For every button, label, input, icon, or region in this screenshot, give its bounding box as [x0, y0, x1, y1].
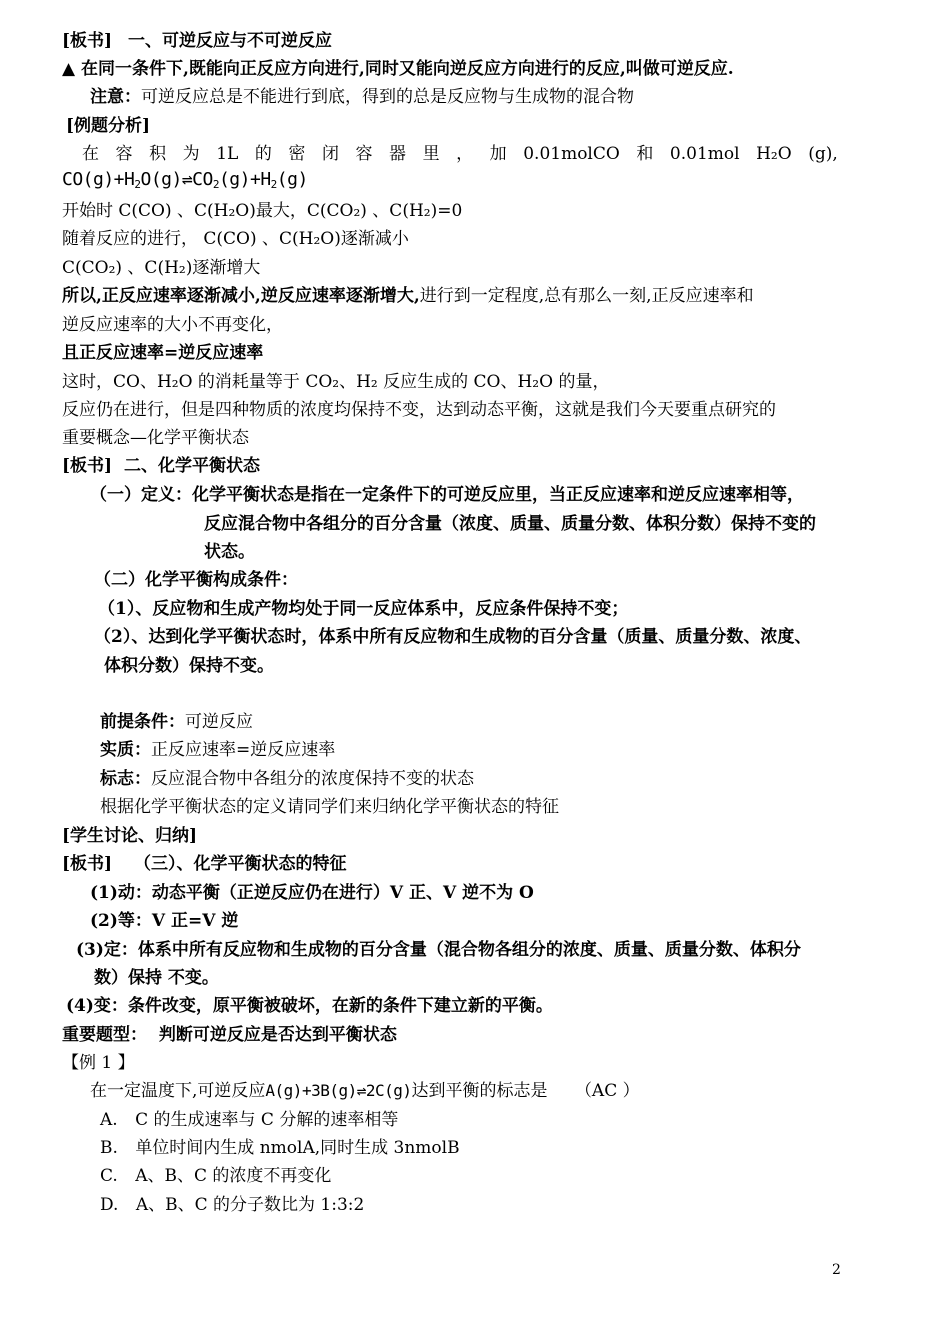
text-line: 重要概念—化学平衡状态	[62, 428, 249, 448]
essence-text: 正反应速率=逆反应速率	[151, 740, 336, 760]
option-letter: A.	[100, 1110, 118, 1130]
example-1-stem	[90, 1077, 640, 1105]
conclusion-line	[62, 282, 754, 310]
feature-3: (3)定：体系中所有反应物和生成物的百分含量（混合物各组分的浓度、质量、质量分数、体积分	[76, 940, 801, 960]
text-line: 随着反应的进行， C(CO) 、C(H₂O)逐渐减小	[62, 229, 409, 249]
eq-part: (g)	[276, 169, 308, 190]
option-letter: C.	[100, 1166, 118, 1186]
important-text: 判断可逆反应是否达到平衡状态	[158, 1025, 397, 1045]
word: 容	[355, 144, 373, 164]
text-line: 反应仍在进行，但是四种物质的浓度均保持不变，达到动态平衡，这就是我们今天要重点研究的	[62, 400, 776, 420]
board-tag: [板书]	[62, 456, 113, 476]
definition-line-3: 状态。	[204, 542, 255, 562]
word: 里	[422, 144, 440, 164]
discussion-heading: [学生讨论、归纳]	[62, 826, 198, 846]
essence-line	[100, 736, 335, 764]
text: 进行到一定程度,总有那么一刻,正反应速率和	[419, 286, 754, 306]
sign-line	[100, 765, 474, 793]
text-line: C(CO₂) 、C(H₂)逐渐增大	[62, 258, 261, 278]
note-line	[90, 83, 634, 111]
text-line: 逆反应速率的大小不再变化，	[62, 315, 283, 335]
word: 和	[636, 144, 654, 164]
word: 的	[254, 144, 272, 164]
eq-part: O(g)⇌CO	[140, 169, 213, 190]
section-title: 二、化学平衡状态	[124, 456, 261, 476]
stem-text: 达到平衡的标志是	[411, 1081, 548, 1101]
eq-part: CO(g)+H	[62, 169, 135, 190]
board-heading-2	[62, 452, 260, 480]
text-line: 开始时 C(CO) 、C(H₂O)最大，C(CO₂) 、C(H₂)=0	[62, 201, 463, 221]
word: 加	[489, 144, 507, 164]
page-number: 2	[832, 1262, 841, 1278]
section-title: （三）、化学平衡状态的特征	[134, 854, 347, 874]
feature-1: (1)动：动态平衡（正逆反应仍在进行）V 正、V 逆不为 O	[90, 883, 534, 903]
condition-2: （2）、达到化学平衡状态时，体系中所有反应物和生成物的百分含量（质量、质量分数、浓度、	[94, 627, 812, 647]
essence-label: 实质：	[100, 740, 151, 760]
eq-part: (g)+H	[218, 169, 271, 190]
definition-text: 在同一条件下,既能向正反应方向进行,同时又能向逆反应方向进行的反应,叫做可逆反应.	[81, 59, 734, 79]
option-text: A、B、C 的浓度不再变化	[135, 1166, 332, 1186]
triangle-icon: ▲	[62, 59, 76, 79]
option-c	[100, 1162, 331, 1190]
option-letter: B.	[100, 1138, 118, 1158]
word: 0.01mol	[669, 144, 740, 164]
eq-sub: 2	[270, 178, 277, 191]
word: 闭	[321, 144, 339, 164]
board-tag: [板书]	[62, 854, 113, 874]
option-text: A、B、C 的分子数比为 1:3:2	[135, 1195, 365, 1215]
word: ，	[456, 144, 474, 164]
example-1-label: 【例 1 】	[62, 1053, 135, 1073]
reversible-definition	[62, 55, 734, 83]
eq-sub: 2	[212, 178, 219, 191]
word: H₂O	[756, 144, 792, 164]
feature-4: (4)变：条件改变，原平衡被破坏，在新的条件下建立新的平衡。	[66, 996, 553, 1016]
word: (g),	[808, 144, 838, 164]
premise-text: 可逆反应	[185, 712, 253, 732]
option-text: 单位时间内生成 nmolA,同时生成 3nmolB	[135, 1138, 460, 1158]
conditions-title: （二）化学平衡构成条件：	[94, 570, 298, 590]
word: 密	[288, 144, 306, 164]
condition-1: （1）、反应物和生成产物均处于同一反应体系中，反应条件保持不变；	[98, 599, 629, 619]
important-label: 重要题型：	[62, 1025, 147, 1045]
summarize-line: 根据化学平衡状态的定义请同学们来归纳化学平衡状态的特征	[100, 797, 559, 817]
option-d	[100, 1191, 364, 1219]
board-heading-1	[62, 27, 332, 55]
definition-text: 化学平衡状态是指在一定条件下的可逆反应里，当正反应速率和逆反应速率相等，	[192, 485, 804, 505]
eq-sub: 2	[134, 178, 141, 191]
answer: （AC ）	[574, 1081, 640, 1101]
container-line	[82, 140, 838, 168]
feature-3-cont: 数）保持 不变。	[94, 968, 219, 988]
equation-co-h2o	[62, 166, 308, 194]
word: 容	[115, 144, 133, 164]
board-tag: [板书]	[62, 31, 113, 51]
option-a	[100, 1106, 398, 1134]
definition-line-2: 反应混合物中各组分的百分含量（浓度、质量、质量分数、体积分数）保持不变的	[204, 514, 816, 534]
definition-line-1	[90, 481, 804, 509]
premise-line	[100, 708, 253, 736]
bold-text: 所以,正反应速率逐渐减小,逆反应速率逐渐增大,	[62, 286, 420, 306]
definition-label: （一）定义：	[90, 485, 192, 505]
premise-label: 前提条件：	[100, 712, 185, 732]
word: 1L	[216, 144, 239, 164]
word: 积	[149, 144, 167, 164]
option-letter: D.	[100, 1195, 119, 1215]
equal-rates-line: 且正反应速率=逆反应速率	[62, 343, 264, 363]
sign-text: 反应混合物中各组分的浓度保持不变的状态	[151, 769, 474, 789]
word: 0.01molCO	[523, 144, 620, 164]
option-text: C 的生成速率与 C 分解的速率相等	[135, 1110, 399, 1130]
equation-abc: A(g)+3B(g)⇌2C(g)	[265, 1081, 412, 1100]
word: 在	[82, 144, 99, 164]
note-label: 注意：	[90, 87, 141, 107]
text-line: 这时，CO、H₂O 的消耗量等于 CO₂、H₂ 反应生成的 CO、H₂O 的量，	[62, 372, 610, 392]
example-analysis-heading: [例题分析]	[66, 116, 151, 136]
important-type-line	[62, 1021, 397, 1049]
word: 为	[182, 144, 200, 164]
word: 器	[389, 144, 407, 164]
board-heading-3	[62, 850, 347, 878]
stem-text: 在一定温度下,可逆反应	[90, 1081, 266, 1101]
sign-label: 标志：	[100, 769, 151, 789]
condition-2-cont: 体积分数）保持不变。	[104, 656, 274, 676]
section-title: 一、可逆反应与不可逆反应	[128, 31, 333, 51]
option-b	[100, 1134, 460, 1162]
feature-2: (2)等：V 正=V 逆	[90, 911, 239, 931]
note-text: 可逆反应总是不能进行到底，得到的总是反应物与生成物的混合物	[141, 87, 634, 107]
